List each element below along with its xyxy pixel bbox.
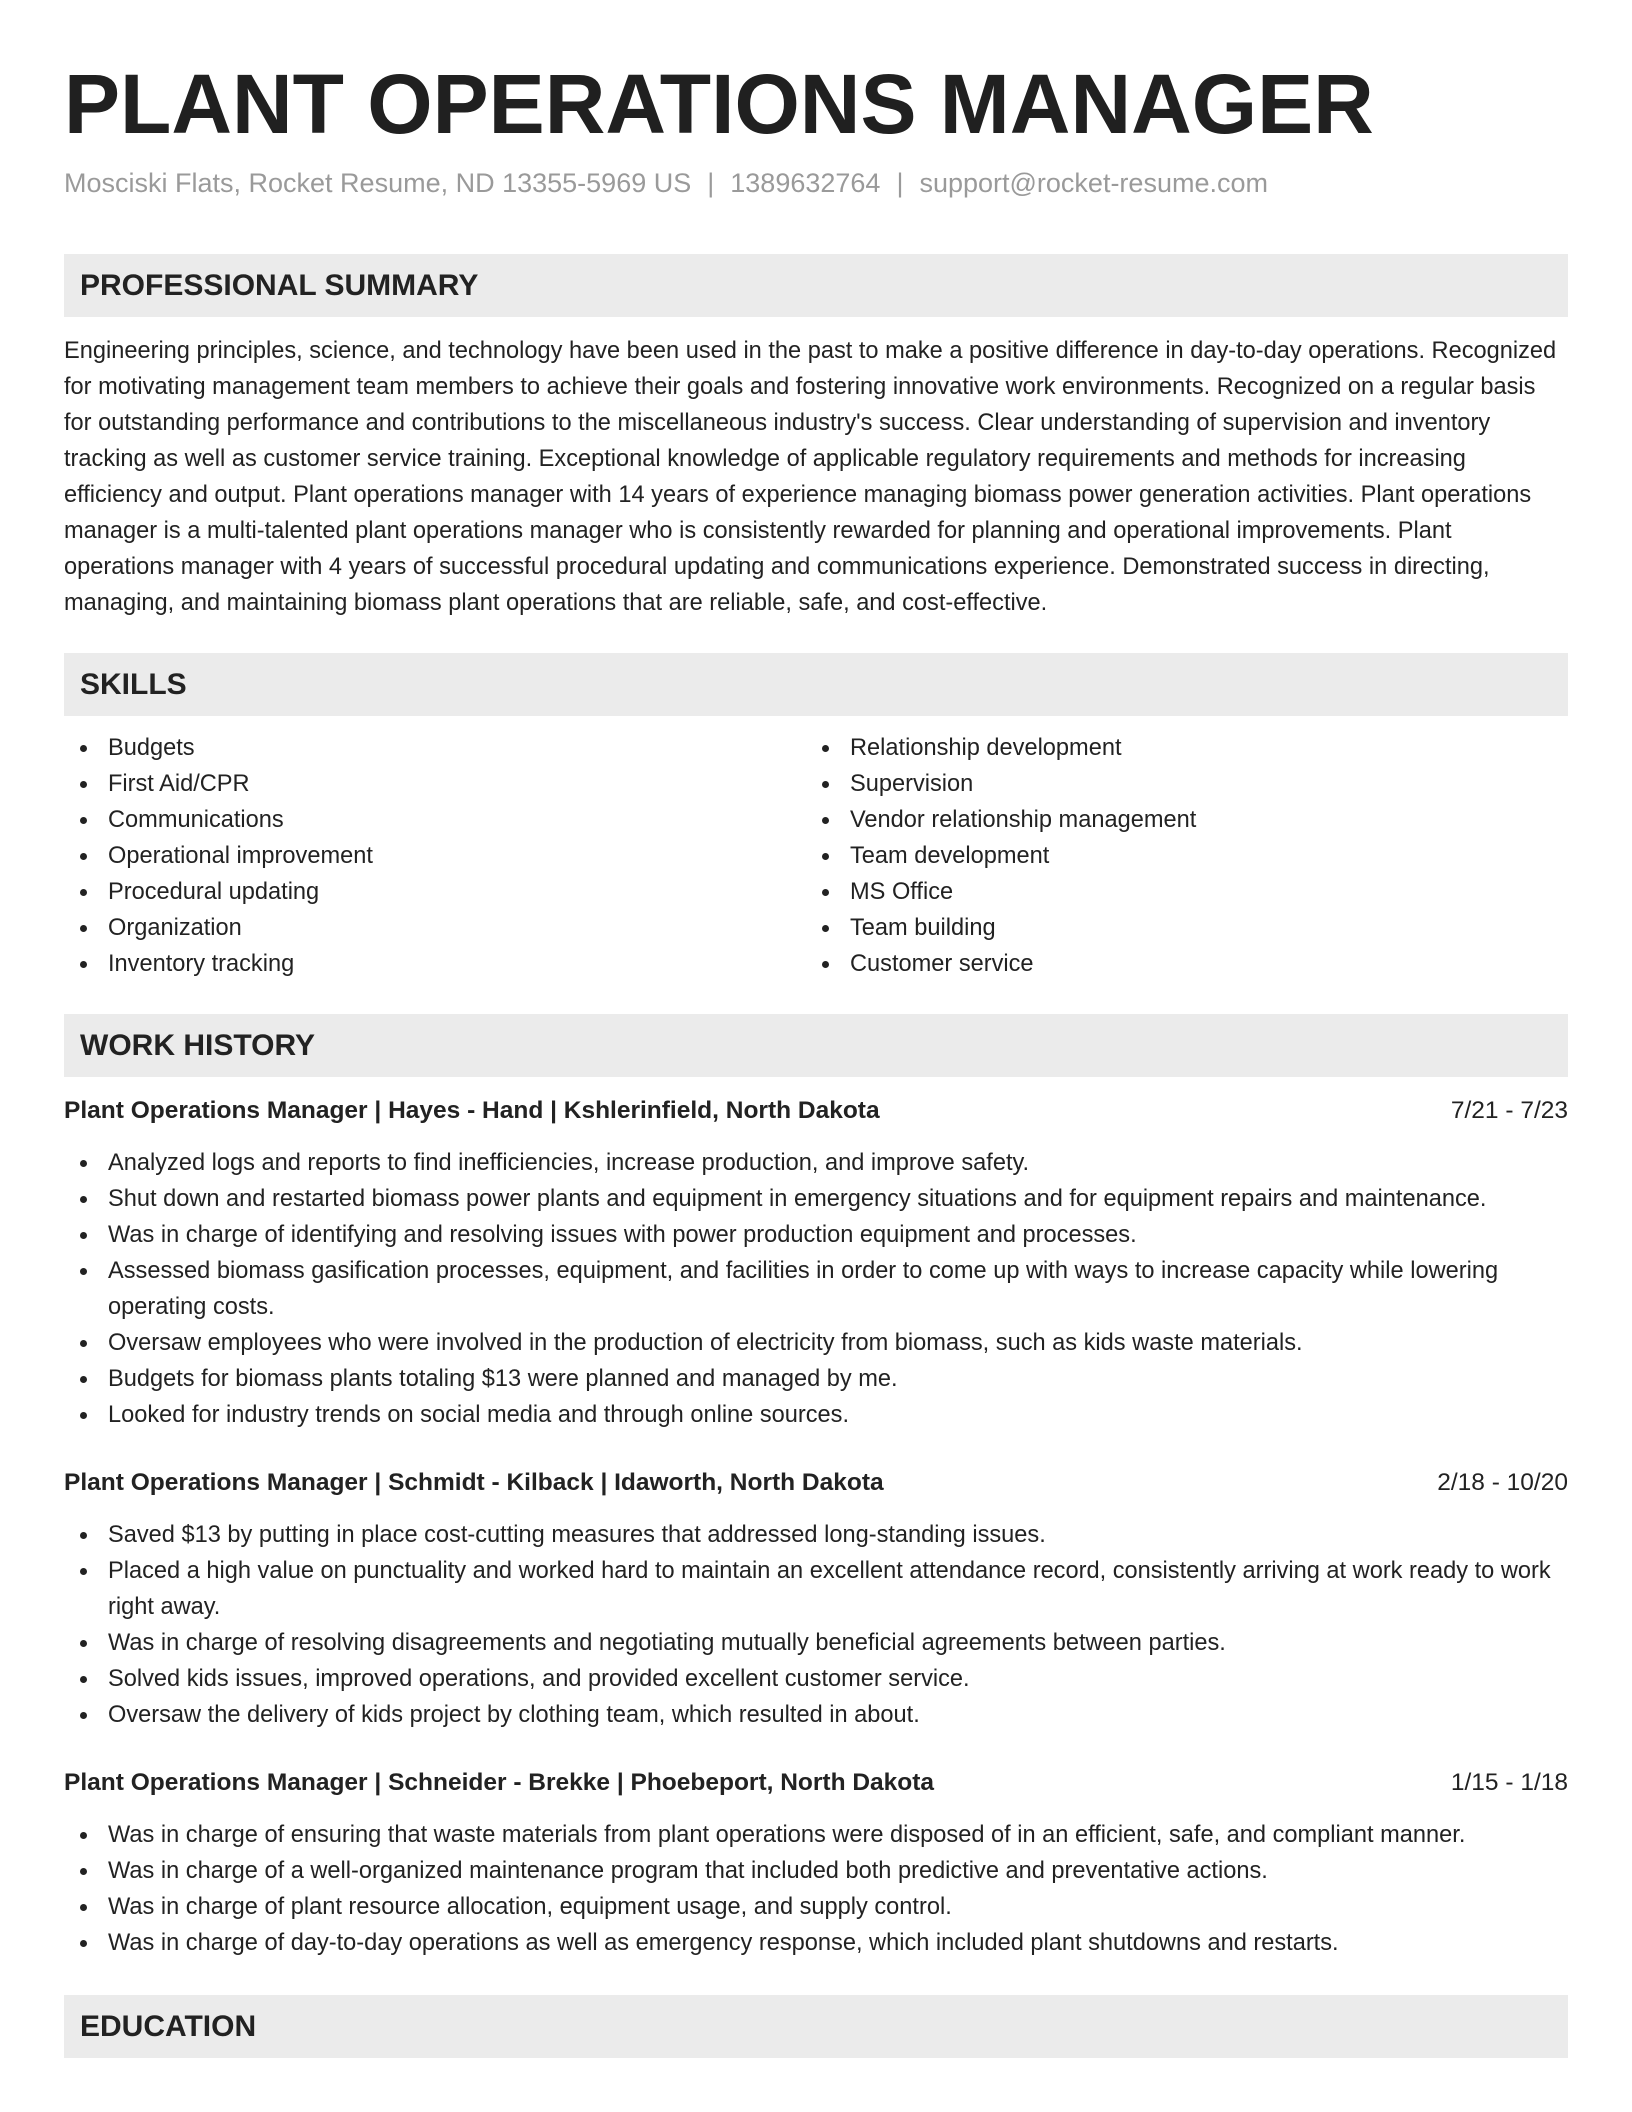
job-bullet: Was in charge of ensuring that waste materials from plant operations were disposed of in an efficient, safe, and compliant manner.: [64, 1817, 1568, 1853]
contact-phone: 1389632764: [730, 168, 881, 198]
job-dates: 1/15 - 1/18: [1450, 1769, 1568, 1796]
job-header: [64, 1093, 1568, 1129]
work-history-heading: WORK HISTORY: [64, 1014, 1568, 1077]
job-bullet: Analyzed logs and reports to find inefficiencies, increase production, and improve safety.: [64, 1145, 1568, 1181]
summary-heading: PROFESSIONAL SUMMARY: [64, 254, 1568, 317]
skill-item: Supervision: [806, 766, 1548, 802]
job-bullets: [64, 1817, 1568, 1961]
resume-page: [64, 0, 1568, 2058]
job-title: Plant Operations Manager | Hayes - Hand | Kshlerinfield, North Dakota: [64, 1097, 880, 1124]
job-title: Plant Operations Manager | Schneider - Brekke | Phoebeport, North Dakota: [64, 1769, 935, 1796]
job-title: Plant Operations Manager | Schmidt - Kilback | Idaworth, North Dakota: [64, 1469, 884, 1496]
job-bullet: Solved kids issues, improved operations, and provided excellent customer service.: [64, 1661, 1568, 1697]
skill-item: Customer service: [806, 946, 1548, 982]
job-dates: 7/21 - 7/23: [1450, 1097, 1568, 1124]
job-entry: [64, 1765, 1568, 1961]
skills-column-left: [64, 730, 806, 982]
skill-item: First Aid/CPR: [64, 766, 806, 802]
contact-separator: |: [707, 168, 715, 198]
skill-item: Relationship development: [806, 730, 1548, 766]
skill-item: Operational improvement: [64, 838, 806, 874]
job-bullet: Was in charge of identifying and resolving issues with power production equipment and processes.: [64, 1217, 1568, 1253]
contact-separator: |: [896, 168, 904, 198]
job-dates: 2/18 - 10/20: [1437, 1469, 1568, 1496]
job-bullet: Oversaw the delivery of kids project by clothing team, which resulted in about.: [64, 1697, 1568, 1733]
skill-item: Vendor relationship management: [806, 802, 1548, 838]
contact-address: Mosciski Flats, Rocket Resume, ND 13355-5969 US: [64, 168, 692, 198]
job-bullet: Budgets for biomass plants totaling $13 were planned and managed by me.: [64, 1361, 1568, 1397]
job-bullet: Was in charge of a well-organized maintenance program that included both predictive and preventative actions.: [64, 1853, 1568, 1889]
skills-column-right: [806, 730, 1548, 982]
skill-item: Inventory tracking: [64, 946, 806, 982]
job-entry: [64, 1093, 1568, 1433]
contact-line: [64, 166, 1568, 200]
skills-heading: SKILLS: [64, 653, 1568, 716]
job-entry: [64, 1465, 1568, 1733]
education-heading: EDUCATION: [64, 1995, 1568, 2058]
contact-email: support@rocket-resume.com: [919, 168, 1268, 198]
skill-item: Procedural updating: [64, 874, 806, 910]
job-bullet: Looked for industry trends on social media and through online sources.: [64, 1397, 1568, 1433]
job-header: [64, 1765, 1568, 1801]
job-bullet: Shut down and restarted biomass power plants and equipment in emergency situations and for equipment repairs and maintenance.: [64, 1181, 1568, 1217]
job-bullets: [64, 1145, 1568, 1433]
job-bullets: [64, 1517, 1568, 1733]
job-bullet: Was in charge of plant resource allocation, equipment usage, and supply control.: [64, 1889, 1568, 1925]
job-bullet: Was in charge of resolving disagreements and negotiating mutually beneficial agreements between parties.: [64, 1625, 1568, 1661]
skill-item: Budgets: [64, 730, 806, 766]
job-header: [64, 1465, 1568, 1501]
job-bullet: Oversaw employees who were involved in the production of electricity from biomass, such as kids waste materials.: [64, 1325, 1568, 1361]
skill-item: MS Office: [806, 874, 1548, 910]
skill-item: Communications: [64, 802, 806, 838]
candidate-title: PLANT OPERATIONS MANAGER: [64, 57, 1374, 151]
skill-item: Team building: [806, 910, 1548, 946]
skills-list: [64, 730, 1568, 982]
skill-item: Team development: [806, 838, 1548, 874]
job-bullet: Placed a high value on punctuality and worked hard to maintain an excellent attendance record, consistently arriving at work ready to work right away.: [64, 1553, 1568, 1625]
job-bullet: Assessed biomass gasification processes, equipment, and facilities in order to come up with ways to increase capacity while lowering operating costs.: [64, 1253, 1568, 1325]
summary-text: Engineering principles, science, and technology have been used in the past to make a positive difference in day-to-day operations. Recognized for motivating management team members to achieve their goals and fostering innovative work environments. Recognized on a regular basis for outstanding performance and contributions to the miscellaneous industry's success. Clear understanding of supervision and inventory tracking as well as customer service training. Exceptional knowledge of applicable regulatory requirements and methods for increasing efficiency and output. Plant operations manager with 14 years of experience managing biomass power generation activities. Plant operations manager is a multi-talented plant operations manager who is consistently rewarded for planning and operational improvements. Plant operations manager with 4 years of successful procedural updating and communications experience. Demonstrated success in directing, managing, and maintaining biomass plant operations that are reliable, safe, and cost-effective.: [64, 338, 1557, 616]
job-bullet: Saved $13 by putting in place cost-cutting measures that addressed long-standing issues.: [64, 1517, 1568, 1553]
job-bullet: Was in charge of day-to-day operations as well as emergency response, which included plant shutdowns and restarts.: [64, 1925, 1568, 1961]
skill-item: Organization: [64, 910, 806, 946]
